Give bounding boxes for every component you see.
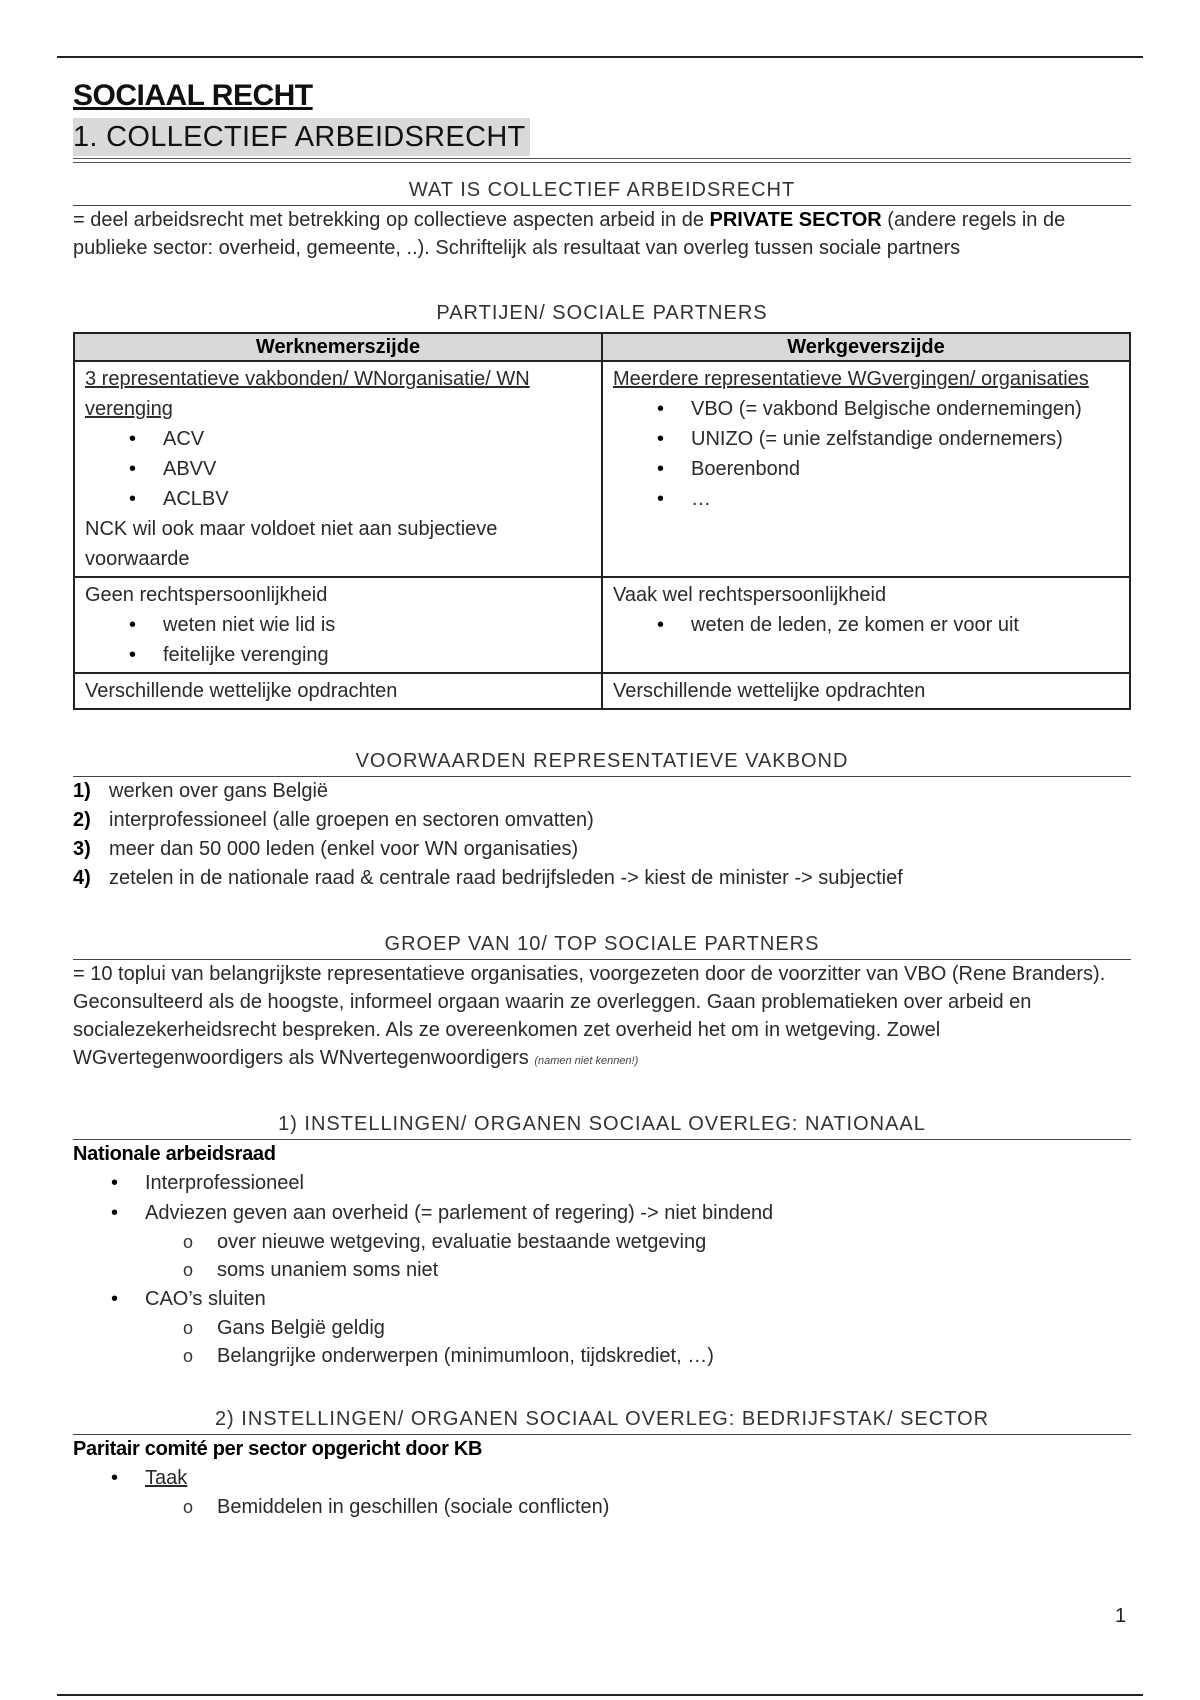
list-item xyxy=(73,806,1131,835)
document-page xyxy=(73,78,1131,1521)
section-sector xyxy=(73,1406,1131,1521)
section-groep xyxy=(73,931,1131,1075)
text-span: = 10 toplui van belangrijkste representatieve organisaties, voorgezeten door de voorzitter van VBO (Rene Branders). Geconsulteerd als de hoogste, informeel orgaan waarin ze overleggen. Gaan problematieken over arbeid en socialezekerheidsrecht bespreken. Als ze overeenkomen zet overheid het om in wetgeving. Zowel WGvertegenwoordigers als WNvertegenwoordigers xyxy=(73,963,1106,1069)
list-item: • feitelijke verenging xyxy=(163,640,591,670)
table-cell: Verschillende wettelijke opdrachten xyxy=(602,673,1130,709)
partners-table xyxy=(73,332,1131,710)
table-cell xyxy=(602,577,1130,673)
sub-list-item: o soms unaniem soms niet xyxy=(217,1256,1131,1284)
list-item: • Interprofessioneel xyxy=(145,1168,1131,1198)
list-item xyxy=(145,1463,1131,1521)
cell-heading: Vaak wel rechtspersoonlijkheid xyxy=(613,584,887,606)
table-row xyxy=(74,673,1130,709)
table-row xyxy=(74,577,1130,673)
list-item: • UNIZO (= unie zelfstandige ondernemers) xyxy=(691,424,1119,454)
list-text: meer dan 50 000 leden (enkel voor WN organisaties) xyxy=(109,838,579,860)
table-row xyxy=(74,361,1130,577)
section-heading: GROEP VAN 10/ TOP SOCIALE PARTNERS xyxy=(73,931,1131,960)
list-text: CAO’s sluiten xyxy=(145,1288,266,1310)
bullet-list xyxy=(73,1463,1131,1521)
top-rule xyxy=(57,56,1143,58)
section-wat xyxy=(73,177,1131,262)
cell-heading: Meerdere representatieve WGvergingen/ organisaties xyxy=(613,368,1089,390)
sub-list xyxy=(145,1493,1131,1521)
section-heading: VOORWAARDEN REPRESENTATIEVE VAKBOND xyxy=(73,748,1131,777)
table-cell xyxy=(74,361,602,577)
document-title: SOCIAAL RECHT xyxy=(73,79,313,112)
table-cell xyxy=(74,577,602,673)
text-span: = deel arbeidsrecht met betrekking op collectieve aspecten arbeid in de xyxy=(73,209,710,231)
list-item: • weten de leden, ze komen er voor uit xyxy=(691,610,1119,640)
list-number: 4) xyxy=(73,867,91,889)
section-partijen xyxy=(73,300,1131,710)
subheading: Nationale arbeidsraad xyxy=(73,1143,276,1165)
list-text: werken over gans België xyxy=(109,780,329,802)
bullet-list xyxy=(85,424,591,514)
list-number: 2) xyxy=(73,809,91,831)
numbered-list xyxy=(73,777,1131,893)
list-text: interprofessioneel (alle groepen en sectoren omvatten) xyxy=(109,809,594,831)
list-item: • Boerenbond xyxy=(691,454,1119,484)
section-heading: PARTIJEN/ SOCIALE PARTNERS xyxy=(436,302,768,324)
definition-paragraph xyxy=(73,206,1131,262)
sub-list-item: o Belangrijke onderwerpen (minimumloon, tijdskrediet, …) xyxy=(217,1342,1131,1370)
small-note: (namen niet kennen!) xyxy=(534,1055,639,1067)
column-header: Werkgeverszijde xyxy=(602,333,1130,361)
list-number: 1) xyxy=(73,780,91,802)
groep-paragraph xyxy=(73,960,1131,1075)
subheading: Paritair comité per sector opgericht door KB xyxy=(73,1438,483,1460)
bullet-list xyxy=(613,610,1119,640)
section-heading: WAT IS COLLECTIEF ARBEIDSRECHT xyxy=(73,177,1131,206)
section-voorwaarden xyxy=(73,748,1131,893)
chapter-rule xyxy=(73,158,1131,163)
list-item: • VBO (= vakbond Belgische ondernemingen) xyxy=(691,394,1119,424)
section-nationaal xyxy=(73,1111,1131,1370)
list-item: • weten niet wie lid is xyxy=(163,610,591,640)
list-item: • ACV xyxy=(163,424,591,454)
sub-list-item: o over nieuwe wetgeving, evaluatie bestaande wetgeving xyxy=(217,1228,1131,1256)
list-item xyxy=(73,777,1131,806)
column-header: Werknemerszijde xyxy=(74,333,602,361)
cell-heading: 3 representatieve vakbonden/ WNorganisatie/ WN verenging xyxy=(85,368,530,420)
list-item xyxy=(73,864,1131,893)
table-cell: Verschillende wettelijke opdrachten xyxy=(74,673,602,709)
sub-list xyxy=(145,1314,1131,1370)
list-item: • ABVV xyxy=(163,454,591,484)
list-text: Taak xyxy=(145,1467,188,1489)
bullet-list xyxy=(613,394,1119,514)
list-number: 3) xyxy=(73,838,91,860)
bottom-rule xyxy=(57,1694,1143,1696)
cell-heading: Geen rechtspersoonlijkheid xyxy=(85,584,328,606)
sub-list-item: o Bemiddelen in geschillen (sociale conflicten) xyxy=(217,1493,1131,1521)
list-item xyxy=(145,1198,1131,1284)
table-cell xyxy=(602,361,1130,577)
bold-text: PRIVATE SECTOR xyxy=(709,209,882,231)
page-number: 1 xyxy=(1115,1605,1127,1627)
sub-list-item: o Gans België geldig xyxy=(217,1314,1131,1342)
chapter-heading: 1. COLLECTIEF ARBEIDSRECHT xyxy=(73,118,530,156)
list-item: • … xyxy=(691,484,1119,514)
list-item: • ACLBV xyxy=(163,484,591,514)
table-header-row xyxy=(74,333,1130,361)
section-heading: 2) INSTELLINGEN/ ORGANEN SOCIAAL OVERLEG: BEDRIJFSTAK/ SECTOR xyxy=(73,1406,1131,1435)
cell-note: NCK wil ook maar voldoet niet aan subjectieve voorwaarde xyxy=(85,518,498,570)
list-item xyxy=(145,1284,1131,1370)
list-text: Adviezen geven aan overheid (= parlement of regering) -> niet bindend xyxy=(145,1202,774,1224)
sub-list xyxy=(145,1228,1131,1284)
list-text: zetelen in de nationale raad & centrale raad bedrijfsleden -> kiest de minister -> subjectief xyxy=(109,867,903,889)
bullet-list xyxy=(73,1168,1131,1370)
list-item xyxy=(73,835,1131,864)
text-span: (andere regels in de publieke sector: overheid, gemeente, ..). Schriftelijk als resultaat van overleg tussen sociale partners xyxy=(73,209,1066,259)
section-heading: 1) INSTELLINGEN/ ORGANEN SOCIAAL OVERLEG: NATIONAAL xyxy=(73,1111,1131,1140)
bullet-list xyxy=(85,610,591,670)
